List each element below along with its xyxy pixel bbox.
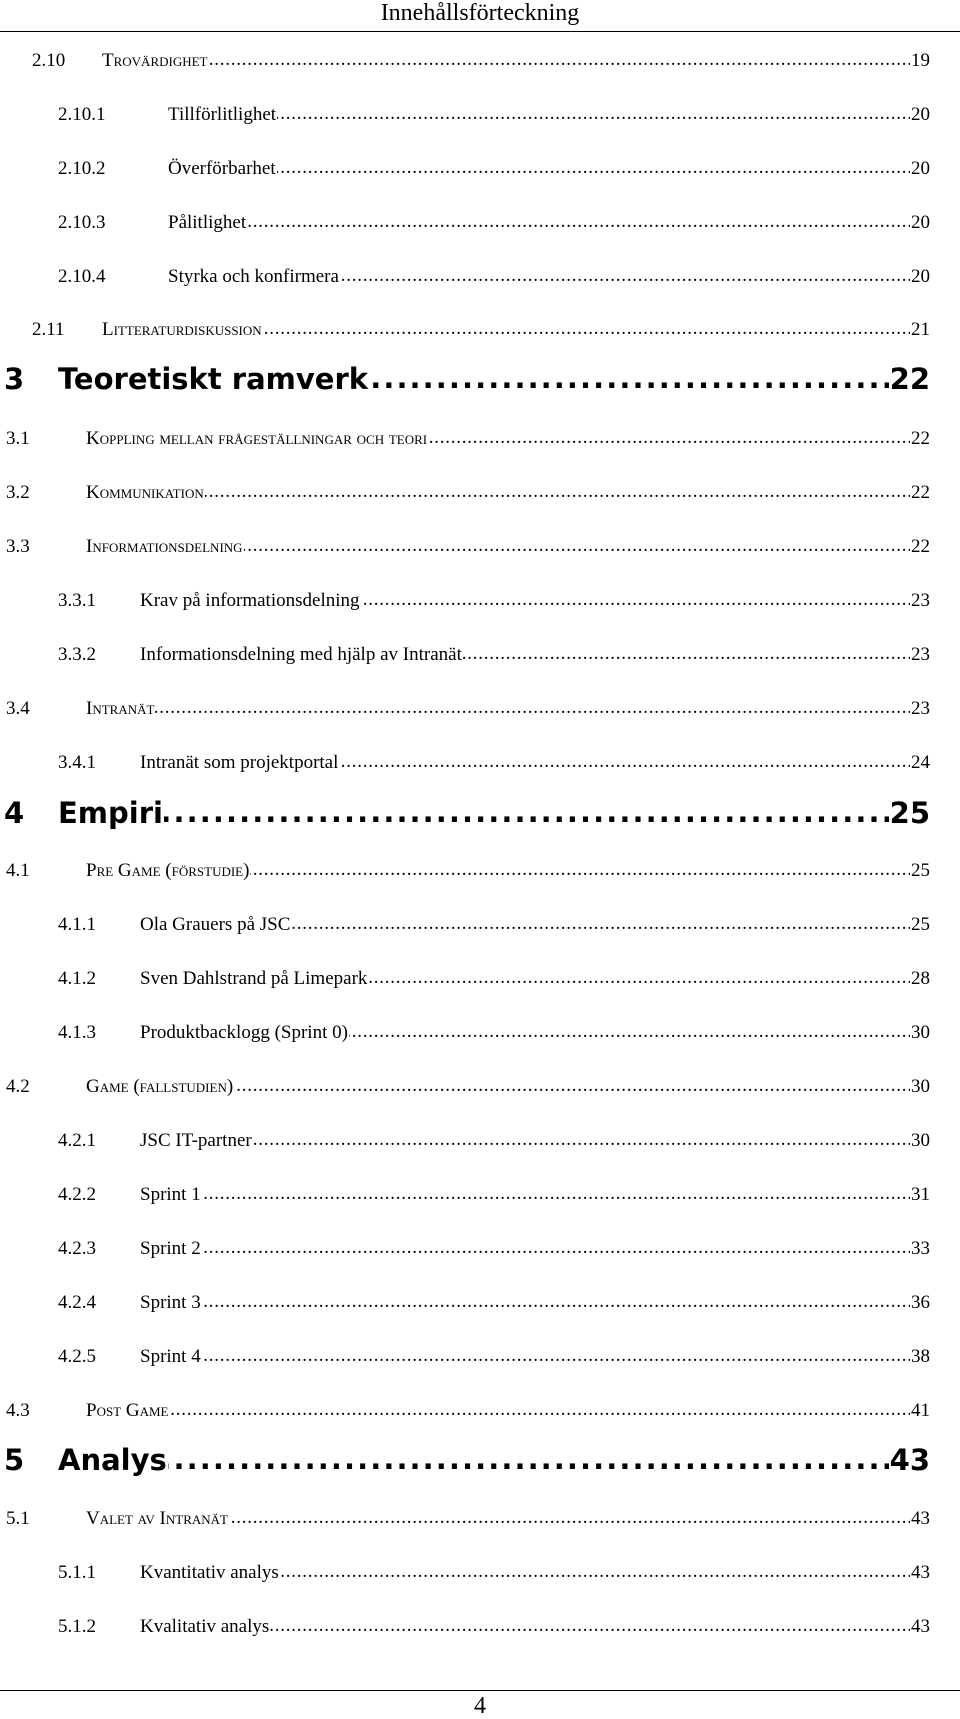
toc-dot-leader [164, 795, 889, 830]
toc-entry-page: 25 [911, 914, 930, 935]
toc-entry-number: 3.1 [6, 428, 30, 449]
toc-entry-number: 5 [4, 1443, 25, 1477]
toc-dot-leader [155, 697, 910, 720]
toc-entry[interactable] [0, 356, 930, 402]
toc-entry[interactable] [0, 1220, 930, 1268]
toc-entry-number: 4.1.3 [58, 1022, 96, 1043]
toc-entry-number: 4.1.2 [58, 968, 96, 989]
toc-entry-title: Intranät som projektportal [140, 752, 339, 773]
toc-entry[interactable] [0, 1437, 930, 1483]
footer-rule [0, 1690, 960, 1691]
toc-entry[interactable] [0, 86, 930, 134]
toc-entry-page: 20 [911, 104, 930, 125]
toc-entry-number: 2.10 [32, 50, 66, 71]
toc-dot-leader [277, 103, 910, 126]
toc-entry[interactable] [0, 248, 930, 296]
toc-entry[interactable] [0, 1328, 930, 1376]
toc-entry-title: Sprint 2 [140, 1238, 201, 1259]
toc-entry-title: Game (fallstudien) [86, 1076, 234, 1097]
toc-entry-title: Informationsdelning [86, 536, 243, 557]
toc-entry[interactable] [0, 1544, 930, 1592]
toc-dot-leader [270, 1615, 910, 1638]
toc-entry[interactable] [0, 518, 930, 566]
toc-dot-leader [244, 535, 910, 558]
toc-entry-title: Kvantitativ analys [140, 1562, 279, 1583]
toc-entry-number: 2.11 [32, 319, 65, 340]
toc-dot-leader [202, 1183, 910, 1206]
toc-entry-page: 25 [889, 796, 930, 830]
toc-dot-leader [368, 967, 910, 990]
toc-entry-page: 20 [911, 212, 930, 233]
toc-entry-title: Empiri [58, 796, 163, 830]
toc-entry-title: JSC IT-partner [140, 1130, 252, 1151]
toc-entry[interactable] [0, 1598, 930, 1646]
toc-dot-leader [205, 481, 910, 504]
toc-entry[interactable] [0, 301, 930, 349]
toc-entry-page: 22 [911, 428, 930, 449]
toc-entry-title: Intranät [86, 698, 155, 719]
toc-entry[interactable] [0, 140, 930, 188]
toc-entry-number: 3 [4, 362, 25, 396]
toc-entry[interactable] [0, 896, 930, 944]
toc-entry-page: 30 [911, 1076, 930, 1097]
toc-entry[interactable] [0, 790, 930, 836]
toc-entry-title: Tillförlitlighet [168, 104, 277, 125]
toc-entry-page: 20 [911, 158, 930, 179]
toc-entry[interactable] [0, 1112, 930, 1160]
toc-dot-leader [263, 318, 910, 341]
toc-entry-page: 22 [911, 536, 930, 557]
toc-entry[interactable] [0, 1004, 930, 1052]
toc-entry-title: Överförbarhet [168, 158, 276, 179]
toc-entry-number: 3.3 [6, 536, 30, 557]
toc-entry-title: Pålitlighet [168, 212, 247, 233]
toc-entry-title: Informationsdelning med hjälp av Intranät [140, 644, 462, 665]
toc-entry-number: 4.2.1 [58, 1130, 96, 1151]
toc-entry-page: 23 [911, 590, 930, 611]
toc-dot-leader [250, 859, 910, 882]
toc-entry-number: 3.4.1 [58, 752, 96, 773]
toc-entry-page: 21 [911, 319, 930, 340]
toc-entry-title: Teoretiskt ramverk [58, 362, 369, 396]
toc-entry-number: 4.2.5 [58, 1346, 96, 1367]
toc-entry-page: 43 [911, 1562, 930, 1583]
toc-entry-title: Sprint 4 [140, 1346, 201, 1367]
toc-dot-leader [234, 1075, 910, 1098]
toc-entry-title: Post Game [86, 1400, 169, 1421]
toc-entry-title: Sven Dahlstrand på Limepark [140, 968, 368, 989]
toc-entry[interactable] [0, 1166, 930, 1214]
toc-entry-page: 30 [911, 1130, 930, 1151]
toc-entry[interactable] [0, 626, 930, 674]
toc-entry-title: Kommunikation [86, 482, 204, 503]
toc-entry[interactable] [0, 1058, 930, 1106]
toc-entry-title: Litteraturdiskussion [102, 319, 262, 340]
toc-dot-leader [291, 913, 910, 936]
toc-dot-leader [247, 211, 910, 234]
toc-entry-number: 2.10.3 [58, 212, 106, 233]
toc-entry[interactable] [0, 950, 930, 998]
toc-entry-number: 4.2.3 [58, 1238, 96, 1259]
toc-entry[interactable] [0, 1274, 930, 1322]
toc-entry-page: 43 [889, 1443, 930, 1477]
toc-entry-number: 3.3.1 [58, 590, 96, 611]
toc-dot-leader [202, 1237, 910, 1260]
toc-entry-number: 3.2 [6, 482, 30, 503]
toc-dot-leader [339, 751, 910, 774]
toc-entry-number: 5.1.2 [58, 1616, 96, 1637]
toc-entry-title: Sprint 3 [140, 1292, 201, 1313]
toc-entry-page: 25 [911, 860, 930, 881]
toc-dot-leader [229, 1507, 910, 1530]
toc-entry-title: Kvalitativ analys [140, 1616, 270, 1637]
toc-entry[interactable] [0, 842, 930, 890]
toc-dot-leader [168, 1442, 889, 1477]
toc-entry-number: 5.1.1 [58, 1562, 96, 1583]
toc-dot-leader [463, 643, 910, 666]
toc-dot-leader [253, 1129, 910, 1152]
toc-entry[interactable] [0, 1382, 930, 1430]
toc-dot-leader [202, 1345, 910, 1368]
toc-entry[interactable] [0, 734, 930, 782]
toc-entry-number: 4.1 [6, 860, 30, 881]
toc-entry[interactable] [0, 410, 930, 458]
toc-dot-leader [340, 265, 910, 288]
toc-entry[interactable] [0, 1490, 930, 1538]
toc-entry-page: 33 [911, 1238, 930, 1259]
toc-entry-title: Krav på informationsdelning [140, 590, 360, 611]
toc-entry-page: 28 [911, 968, 930, 989]
toc-entry-title: Valet av Intranät [86, 1508, 228, 1529]
toc-entry-number: 4.2 [6, 1076, 30, 1097]
toc-dot-leader [428, 427, 910, 450]
toc-entry-title: Trovärdighet [102, 50, 208, 71]
toc-entry-number: 5.1 [6, 1508, 30, 1529]
toc-entry-title: Ola Grauers på JSC [140, 914, 291, 935]
toc-entry-number: 2.10.4 [58, 266, 106, 287]
toc-entry-number: 4.3 [6, 1400, 30, 1421]
toc-entry-title: Sprint 1 [140, 1184, 201, 1205]
toc-entry-title: Pre Game (förstudie) [86, 860, 250, 881]
toc-entry-title: Koppling mellan frågeställningar och teori [86, 428, 428, 449]
toc-entry[interactable] [0, 194, 930, 242]
toc-dot-leader [361, 589, 910, 612]
toc-entry[interactable] [0, 32, 930, 80]
toc-entry-page: 24 [911, 752, 930, 773]
toc-dot-leader [349, 1021, 910, 1044]
toc-entry-page: 22 [889, 362, 930, 396]
toc-dot-leader [209, 49, 911, 72]
toc-entry-number: 2.10.2 [58, 158, 106, 179]
toc-entry[interactable] [0, 572, 930, 620]
toc-entry-page: 43 [911, 1508, 930, 1529]
toc-dot-leader [369, 361, 889, 396]
toc-entry-title: Analys [58, 1443, 167, 1477]
toc-dot-leader [202, 1291, 910, 1314]
toc-entry-number: 4.2.2 [58, 1184, 96, 1205]
toc-entry-page: 38 [911, 1346, 930, 1367]
toc-dot-leader [280, 1561, 910, 1584]
toc-entry-title: Produktbacklogg (Sprint 0) [140, 1022, 348, 1043]
toc-entry-page: 19 [911, 50, 930, 71]
toc-entry-page: 36 [911, 1292, 930, 1313]
toc-entry-number: 3.3.2 [58, 644, 96, 665]
toc-entry-title: Styrka och konfirmera [168, 266, 339, 287]
toc-entry-page: 23 [911, 644, 930, 665]
toc-entry-page: 20 [911, 266, 930, 287]
page-number: 4 [474, 1693, 486, 1719]
toc-entry-page: 41 [911, 1400, 930, 1421]
toc-entry-number: 4.2.4 [58, 1292, 96, 1313]
toc-entry-number: 2.10.1 [58, 104, 106, 125]
toc-entry[interactable] [0, 464, 930, 512]
page-header-title: Innehållsförteckning [380, 0, 580, 26]
toc-dot-leader [170, 1399, 911, 1422]
toc-entry-page: 31 [911, 1184, 930, 1205]
toc-entry[interactable] [0, 680, 930, 728]
toc-entry-number: 4.1.1 [58, 914, 96, 935]
toc-entry-page: 22 [911, 482, 930, 503]
toc-entry-page: 30 [911, 1022, 930, 1043]
toc-entry-page: 23 [911, 698, 930, 719]
toc-entry-page: 43 [911, 1616, 930, 1637]
toc-dot-leader [277, 157, 910, 180]
toc-entry-number: 3.4 [6, 698, 30, 719]
toc-entry-number: 4 [4, 796, 25, 830]
